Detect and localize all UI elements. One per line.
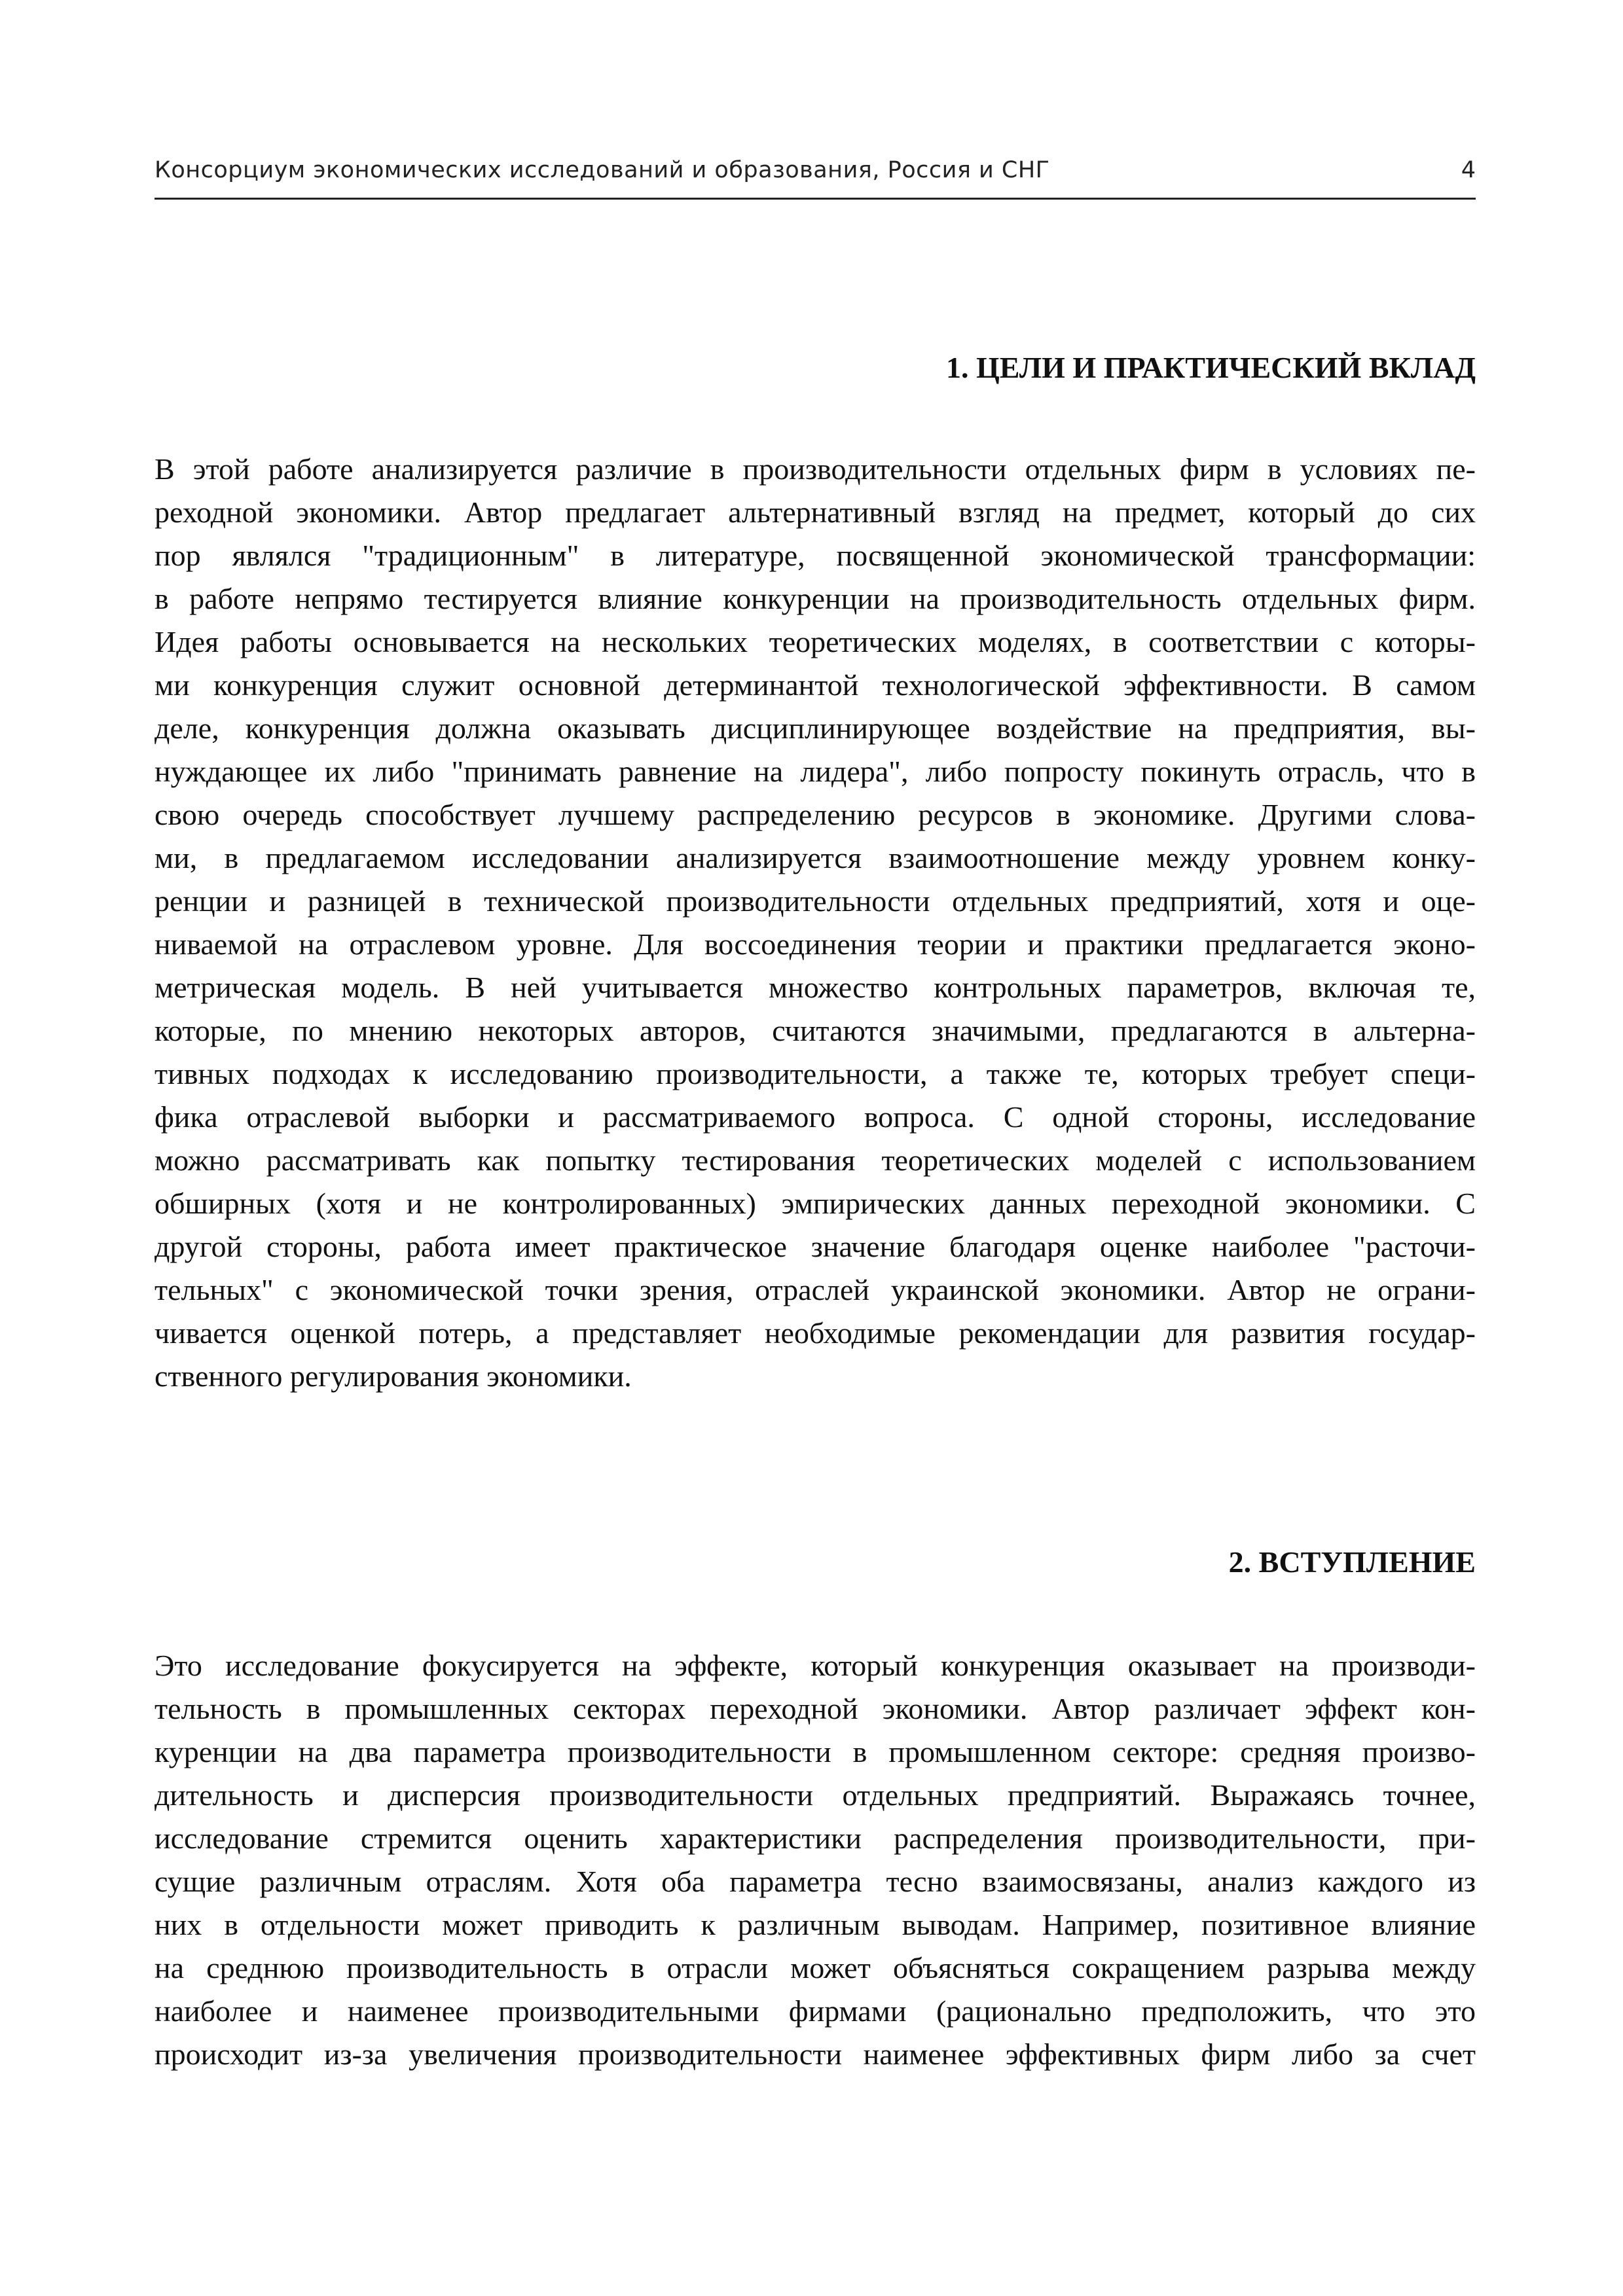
- paragraph-line: можно рассматривать как попытку тестирования теоретических моделей с использованием: [155, 1143, 1476, 1177]
- paragraph-line: ренции и разницей в технической производительности отдельных предприятий, хотя и оце-: [155, 884, 1476, 918]
- paragraph-line: В этой работе анализируется различие в производительности отдельных фирм в условиях пе-: [155, 452, 1476, 486]
- section-heading-1: 1. ЦЕЛИ И ПРАКТИЧЕСКИЙ ВКЛАД: [946, 351, 1476, 384]
- paragraph-line: происходит из-за увеличения производительности наименее эффективных фирм либо за счет: [155, 2037, 1476, 2071]
- paragraph-line: ственного регулирования экономики.: [155, 1359, 632, 1393]
- paragraph-line: деле, конкуренция должна оказывать дисциплинирующее воздействие на предприятия, вы-: [155, 711, 1476, 745]
- paragraph-line: которые, по мнению некоторых авторов, считаются значимыми, предлагаются в альтерна-: [155, 1014, 1476, 1047]
- paragraph-line: другой стороны, работа имеет практическое значение благодаря оценке наиболее "расточи-: [155, 1230, 1476, 1263]
- paragraph-line: тивных подходах к исследованию производительности, а также те, которых требует специ-: [155, 1057, 1476, 1090]
- paragraph-line: сущие различным отраслям. Хотя оба параметра тесно взаимосвязаны, анализ каждого из: [155, 1865, 1476, 1898]
- paragraph-line: Это исследование фокусируется на эффекте, который конкуренция оказывает на производи-: [155, 1649, 1476, 1682]
- paragraph-line: Идея работы основывается на нескольких теоретических моделях, в соответствии с которы-: [155, 625, 1476, 658]
- paragraph-line: тельных" с экономической точки зрения, отраслей украинской экономики. Автор не ограни-: [155, 1273, 1476, 1306]
- paragraph-line: ми конкуренция служит основной детерминантой технологической эффективности. В самом: [155, 668, 1476, 702]
- running-header-title: Консорциум экономических исследований и образования, Россия и СНГ: [155, 157, 1050, 183]
- section-2-paragraph: [155, 1644, 1476, 2076]
- paragraph-line: пор являлся "традиционным" в литературе, посвященной экономической трансформации:: [155, 539, 1476, 572]
- paragraph-line: них в отдельности может приводить к различным выводам. Например, позитивное влияние: [155, 1908, 1476, 1941]
- paragraph-line: нуждающее их либо "принимать равнение на лидера", либо попросту покинуть отрасль, что в: [155, 755, 1476, 788]
- paragraph-line: исследование стремится оценить характеристики распределения производительности, при-: [155, 1821, 1476, 1855]
- paragraph-line: метрическая модель. В ней учитывается множество контрольных параметров, включая те,: [155, 971, 1476, 1004]
- page-number: 4: [1461, 157, 1476, 183]
- paragraph-line: ниваемой на отраслевом уровне. Для воссоединения теории и практики предлагается эконо-: [155, 927, 1476, 961]
- section-1-paragraph: [155, 448, 1476, 1398]
- section-heading-2: 2. ВСТУПЛЕНИЕ: [1228, 1545, 1476, 1579]
- paragraph-line: тельность в промышленных секторах переходной экономики. Автор различает эффект кон-: [155, 1692, 1476, 1725]
- paragraph-line: в работе непрямо тестируется влияние конкуренции на производительность отдельных фирм.: [155, 582, 1476, 615]
- paragraph-line: на среднюю производительность в отрасли может объясняться сокращением разрыва между: [155, 1951, 1476, 1984]
- paragraph-line: реходной экономики. Автор предлагает альтернативный взгляд на предмет, который до сих: [155, 495, 1476, 529]
- paragraph-line: ми, в предлагаемом исследовании анализируется взаимоотношение между уровнем конку-: [155, 841, 1476, 874]
- paragraph-line: чивается оценкой потерь, а представляет необходимые рекомендации для развития государ-: [155, 1316, 1476, 1350]
- paragraph-line: свою очередь способствует лучшему распределению ресурсов в экономике. Другими слова-: [155, 798, 1476, 831]
- paragraph-line: дительность и дисперсия производительности отдельных предприятий. Выражаясь точнее,: [155, 1778, 1476, 1812]
- paragraph-line: куренции на два параметра производительности в промышленном секторе: средняя произво-: [155, 1735, 1476, 1768]
- paragraph-line: обширных (хотя и не контролированных) эмпирических данных переходной экономики. С: [155, 1187, 1476, 1220]
- paragraph-line: фика отраслевой выборки и рассматриваемого вопроса. С одной стороны, исследование: [155, 1100, 1476, 1134]
- paragraph-line: наиболее и наименее производительными фирмами (рационально предположить, что это: [155, 1994, 1476, 2028]
- running-header: [155, 152, 1476, 200]
